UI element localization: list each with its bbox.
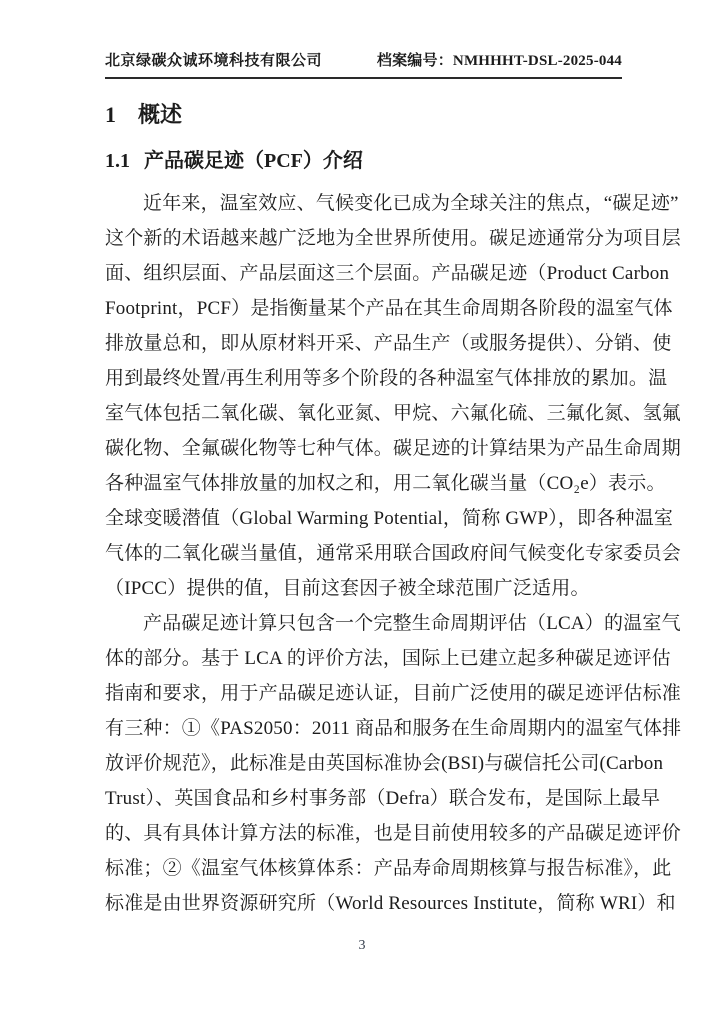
body-line: 用到最终处置/再生利用等多个阶段的各种温室气体排放的累加。温 — [105, 368, 668, 389]
subsection-title: 产品碳足迹（PCF）介绍 — [144, 150, 363, 172]
body-line: 标准；②《温室气体核算体系：产品寿命周期核算与报告标准》，此 — [105, 858, 672, 879]
subsection-number: 1.1 — [105, 150, 130, 172]
body-line: （IPCC）提供的值，目前这套因子被全球范围广泛适用。 — [105, 578, 590, 599]
body-line: 体的部分。基于 LCA 的评价方法，国际上已建立起多种碳足迹评估 — [105, 648, 671, 669]
section-heading — [105, 98, 622, 129]
body-line: Trust）、英国食品和乡村事务部（Defra）联合发布，是国际上最早 — [105, 788, 661, 809]
section-title: 概述 — [138, 102, 183, 127]
page-header — [105, 49, 622, 79]
body-text — [105, 186, 682, 921]
body-line: 全球变暖潜值（Global Warming Potential，简称 GWP），即各种温室 — [105, 508, 674, 529]
body-line: Footprint，PCF）是指衡量某个产品在其生命周期各阶段的温室气体 — [105, 298, 673, 319]
body-line: 有三种：①《PAS2050：2011 商品和服务在生命周期内的温室气体排 — [105, 718, 682, 739]
body-line: 放评价规范》，此标准是由英国标准协会(BSI)与碳信托公司(Carbon — [105, 753, 664, 774]
body-line: 这个新的术语越来越广泛地为全世界所使用。碳足迹通常分为项目层 — [105, 228, 682, 249]
body-line: 面、组织层面、产品层面这三个层面。产品碳足迹（Product Carbon — [105, 263, 670, 284]
body-line: 气体的二氧化碳当量值，通常采用联合国政府间气候变化专家委员会 — [105, 543, 682, 564]
company-name: 北京绿碳众诚环境科技有限公司 — [105, 53, 323, 69]
body-line: 近年来，温室效应、气候变化已成为全球关注的焦点，“碳足迹” — [143, 193, 679, 214]
subsection-heading — [105, 144, 622, 173]
body-line: 碳化物、全氟碳化物等七种气体。碳足迹的计算结果为产品生命周期 — [105, 438, 682, 459]
body-line: 产品碳足迹计算只包含一个完整生命周期评估（LCA）的温室气 — [143, 613, 681, 634]
page-number: 3 — [358, 938, 366, 953]
body-line: 的、具有具体计算方法的标准，也是目前使用较多的产品碳足迹评价 — [105, 823, 682, 844]
body-line: 各种温室气体排放量的加权之和，用二氧化碳当量（CO₂e）表示。 — [105, 473, 666, 494]
body-line: 室气体包括二氧化碳、氧化亚氮、甲烷、六氟化硫、三氟化氮、氢氟 — [105, 403, 682, 424]
body-line: 指南和要求，用于产品碳足迹认证，目前广泛使用的碳足迹评估标准 — [105, 683, 682, 704]
body-line: 排放量总和，即从原材料开采、产品生产（或服务提供）、分销、使 — [105, 333, 672, 354]
archive-number: 档案编号：NMHHHT-DSL-2025-044 — [376, 53, 622, 69]
section-number: 1 — [105, 102, 116, 127]
body-line: 标准是由世界资源研究所（World Resources Institute，简称 WRI）和 — [105, 893, 676, 914]
